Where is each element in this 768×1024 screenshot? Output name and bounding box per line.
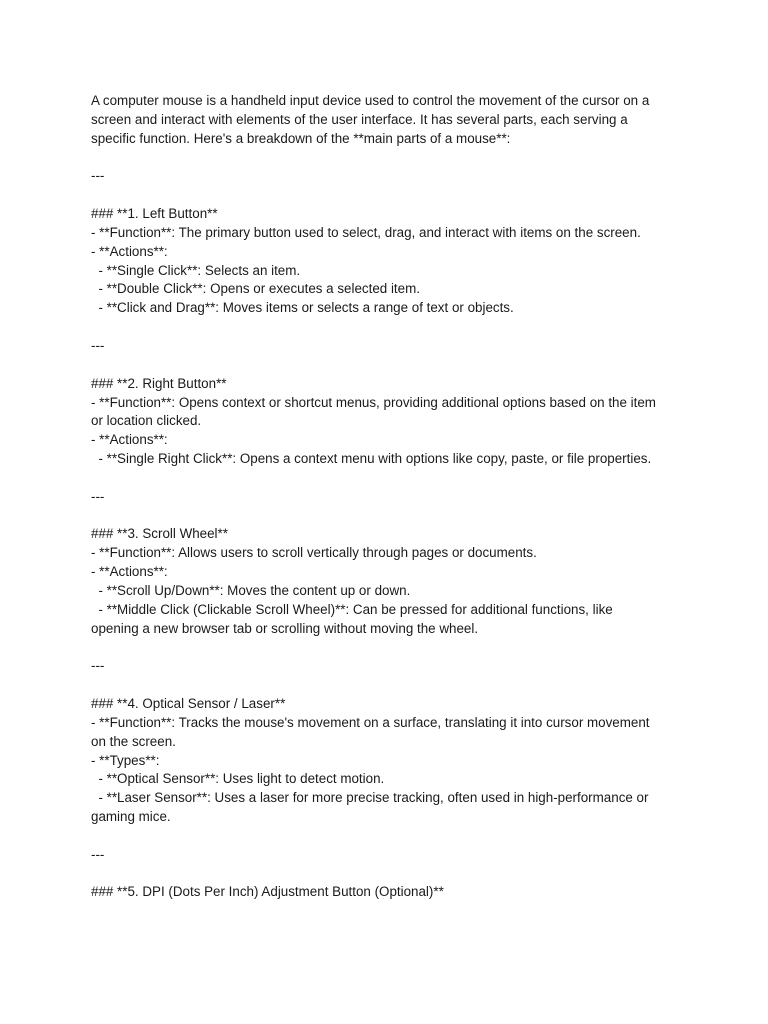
section-line: - **Function**: Allows users to scroll vertically through pages or documents. [91,545,537,561]
blank-line [91,469,681,488]
section-line: - **Single Click**: Selects an item. [91,262,301,278]
intro-line: A computer mouse is a handheld input device used to control the movement of the cursor on a [91,93,650,108]
section-line: - **Function**: Tracks the mouse's movement on a surface, translating it into cursor movement [91,714,650,730]
separator: --- [91,488,105,504]
section-heading: ### **1. Left Button** [91,206,218,222]
blank-line [91,507,681,526]
section-heading: ### **4. Optical Sensor / Laser** [91,696,286,711]
section-heading: ### **3. Scroll Wheel** [91,526,228,542]
separator: --- [91,337,105,353]
section-line: - **Actions**: [91,432,168,448]
blank-line [91,356,681,375]
blank-line [91,186,681,205]
intro-line: specific function. Here's a breakdown of the **main parts of a mouse**: [91,130,511,146]
section-line: - **Scroll Up/Down**: Moves the content up or down. [91,582,411,598]
section-line: - **Types**: [91,752,160,768]
section-line: on the screen. [91,733,176,749]
blank-line [91,149,681,168]
intro-line: screen and interact with elements of the user interface. It has several parts, each serving a [91,111,628,127]
section-line: - **Middle Click (Clickable Scroll Wheel)**: Can be pressed for additional functions, like [91,601,613,617]
section-line: - **Laser Sensor**: Uses a laser for more precise tracking, often used in high-performance or [91,790,649,806]
section-line: - **Click and Drag**: Moves items or selects a range of text or objects. [91,300,514,316]
blank-line [91,865,681,884]
section-line: or location clicked. [91,413,202,429]
section-line: - **Actions**: [91,243,168,259]
blank-line [91,827,681,846]
section-heading: ### **5. DPI (Dots Per Inch) Adjustment Button (Optional)** [91,884,444,900]
section-line: opening a new browser tab or scrolling without moving the wheel. [91,620,479,636]
document-page [91,92,681,902]
blank-line [91,638,681,657]
section-line: - **Optical Sensor**: Uses light to detect motion. [91,771,385,787]
separator: --- [91,846,105,862]
blank-line [91,318,681,337]
separator: --- [91,658,105,674]
section-line: - **Function**: The primary button used to select, drag, and interact with items on the screen. [91,224,641,240]
section-heading: ### **2. Right Button** [91,375,227,391]
section-line: - **Actions**: [91,564,168,580]
section-line: gaming mice. [91,809,171,825]
section-line: - **Double Click**: Opens or executes a selected item. [91,281,420,297]
separator: --- [91,168,105,184]
section-line: - **Single Right Click**: Opens a context menu with options like copy, paste, or file properties. [91,451,652,467]
blank-line [91,676,681,695]
section-line: - **Function**: Opens context or shortcut menus, providing additional options based on the item [91,394,656,410]
